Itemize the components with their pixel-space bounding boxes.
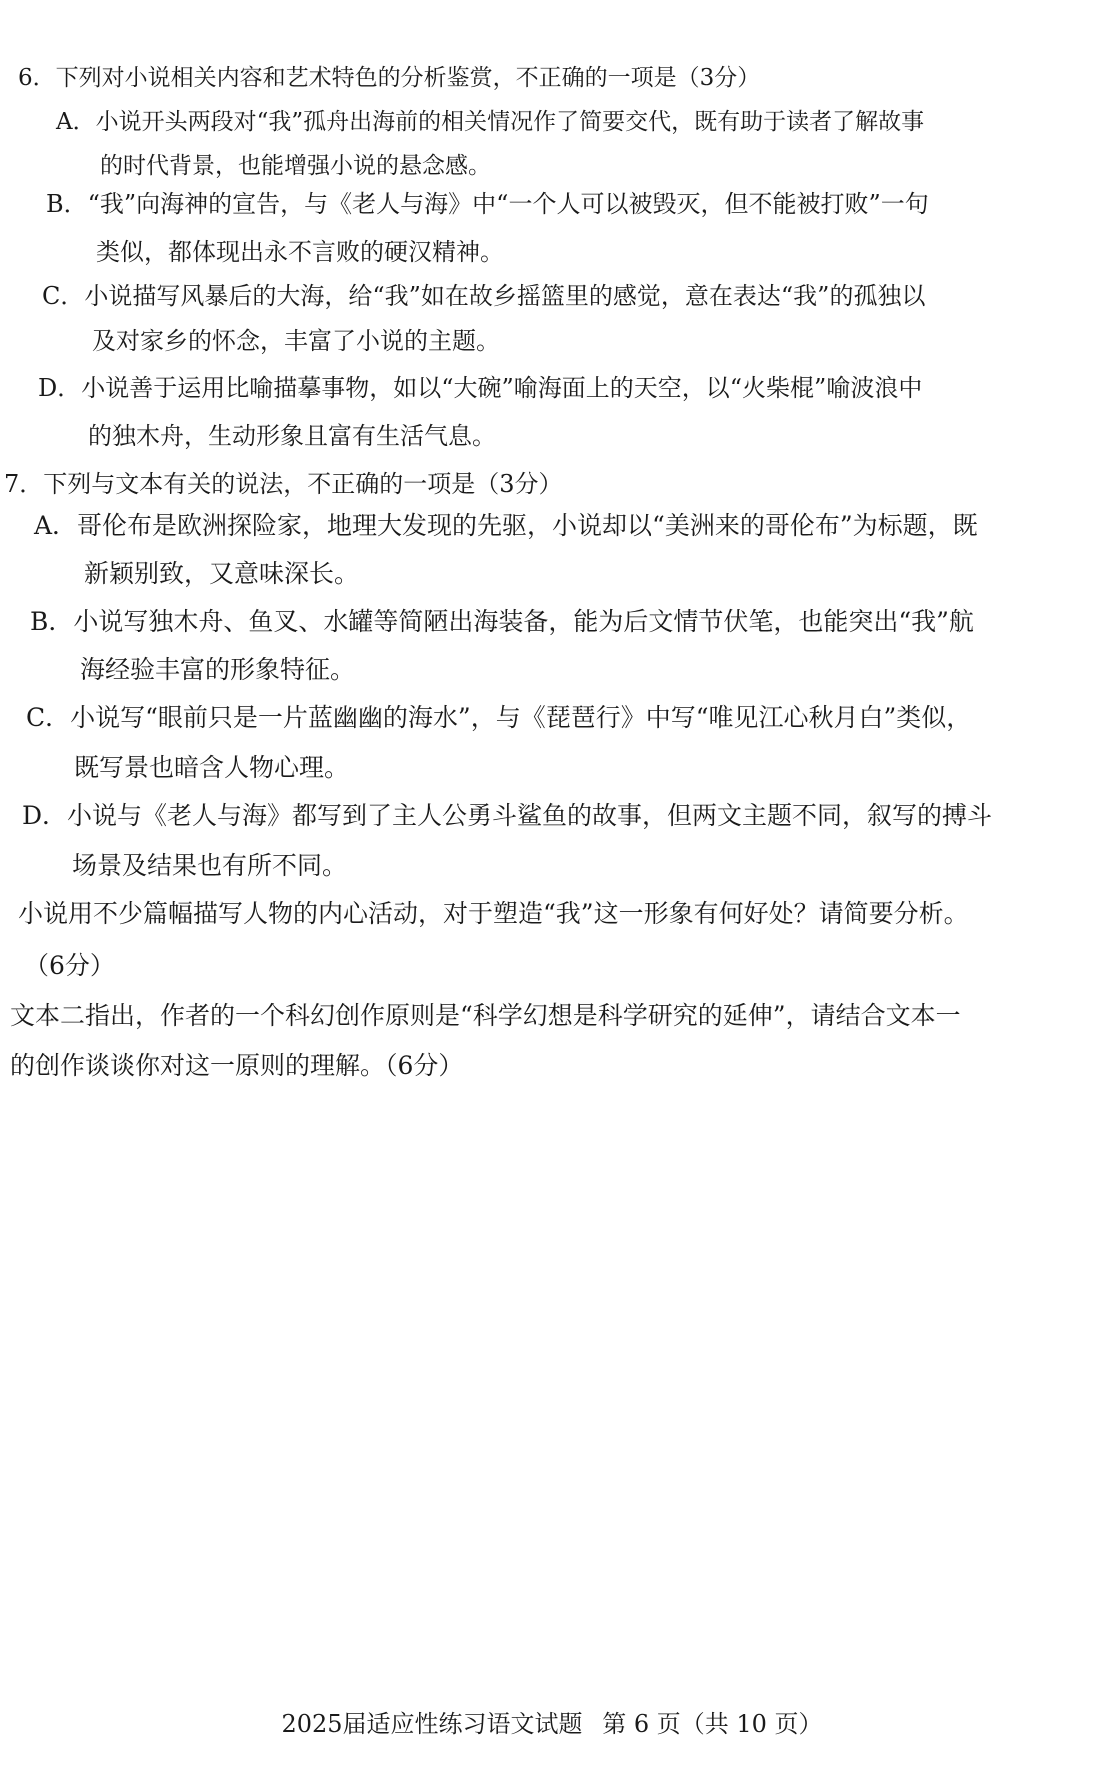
question-9-line-2: 的创作谈谈你对这一原则的理解。（6分） bbox=[10, 1051, 464, 1080]
question-6-option-d-line-2: 的独木舟，生动形象且富有生活气息。 bbox=[88, 422, 496, 450]
question-6-option-a-line-2: 的时代背景，也能增强小说的悬念感。 bbox=[100, 153, 491, 179]
question-8-line-2: （6分） bbox=[24, 951, 115, 980]
question-7-option-a-line-2: 新颖别致，又意味深长。 bbox=[84, 559, 360, 588]
question-7-option-c-line-2: 既写景也暗含人物心理。 bbox=[74, 753, 350, 782]
question-7-option-d-line-2: 场景及结果也有所不同。 bbox=[72, 851, 348, 880]
question-6-option-c-line-1: C．小说描写风暴后的大海，给“我”如在故乡摇篮里的感觉，意在表达“我”的孤独以 bbox=[42, 282, 926, 310]
question-7-option-c-line-1: C．小说写“眼前只是一片蓝幽幽的海水”，与《琵琶行》中写“唯见江心秋月白”类似， bbox=[26, 703, 972, 732]
question-7-stem: 7．下列与文本有关的说法，不正确的一项是（3分） bbox=[4, 470, 563, 498]
question-6-option-a-line-1: A．小说开头两段对“我”孤舟出海前的相关情况作了简要交代，既有助于读者了解故事 bbox=[56, 109, 925, 135]
page-footer bbox=[0, 1708, 1104, 1740]
question-7-option-b-line-2: 海经验丰富的形象特征。 bbox=[80, 655, 356, 684]
question-6-option-c-line-2: 及对家乡的怀念，丰富了小说的主题。 bbox=[92, 327, 500, 355]
question-6-stem: 6．下列对小说相关内容和艺术特色的分析鉴赏，不正确的一项是（3分） bbox=[18, 65, 761, 91]
question-6-option-d-line-1: D．小说善于运用比喻描摹事物，如以“大碗”喻海面上的天空，以“火柴棍”喻波浪中 bbox=[38, 374, 923, 402]
question-7-option-d-line-1: D．小说与《老人与海》都写到了主人公勇斗鲨鱼的故事，但两文主题不同，叙写的搏斗 bbox=[22, 801, 993, 830]
question-7-option-a-line-1: A．哥伦布是欧洲探险家，地理大发现的先驱，小说却以“美洲来的哥伦布”为标题，既 bbox=[34, 511, 978, 540]
question-6-option-b-line-1: B．“我”向海神的宣告，与《老人与海》中“一个人可以被毁灭，但不能被打败”一句 bbox=[46, 190, 929, 218]
question-8-line-1: 小说用不少篇幅描写人物的内心活动，对于塑造“我”这一形象有何好处？请简要分析。 bbox=[18, 899, 969, 928]
question-7-option-b-line-1: B．小说写独木舟、鱼叉、水罐等简陋出海装备，能为后文情节伏笔，也能突出“我”航 bbox=[30, 607, 974, 636]
page-number: 第 6 页（共 10 页） bbox=[602, 1710, 823, 1738]
question-6-option-b-line-2: 类似，都体现出永不言败的硬汉精神。 bbox=[96, 238, 504, 266]
exam-title: 2025届适应性练习语文试题 bbox=[281, 1710, 583, 1738]
question-9-line-1: 文本二指出，作者的一个科幻创作原则是“科学幻想是科学研究的延伸”，请结合文本一 bbox=[10, 1001, 961, 1030]
